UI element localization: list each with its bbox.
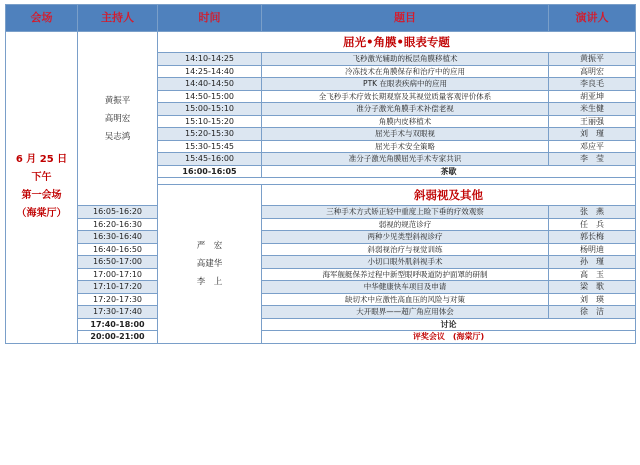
- topic-cell: 中华健康快车项目及申请: [262, 281, 549, 294]
- table-row: [6, 218, 636, 231]
- table-row: [6, 231, 636, 244]
- header-host: 主持人: [78, 5, 158, 32]
- time-cell: 16:50-17:00: [78, 256, 158, 269]
- discussion-label: 讨论: [262, 318, 636, 331]
- schedule-table-wrapper: [5, 4, 635, 344]
- speaker-cell: 米生健: [549, 103, 636, 116]
- header-topic: 题目: [262, 5, 549, 32]
- table-row: [6, 243, 636, 256]
- host-name: 黄振平: [104, 95, 131, 106]
- host-name: 李 上: [196, 276, 223, 287]
- schedule-body: [6, 32, 636, 344]
- speaker-cell: 高 玉: [549, 268, 636, 281]
- speaker-cell: 郭长梅: [549, 231, 636, 244]
- section2-hosts: [158, 185, 262, 344]
- discussion-row: [6, 318, 636, 331]
- table-row: [6, 206, 636, 219]
- topic-cell: 弱视的规范诊疗: [262, 218, 549, 231]
- time-cell: 16:20-16:30: [78, 218, 158, 231]
- speaker-cell: 李良毛: [549, 78, 636, 91]
- topic-cell: 三种手术方式矫正轻中重度上睑下垂的疗效观察: [262, 206, 549, 219]
- time-cell: 14:25-14:40: [158, 65, 262, 78]
- topic-cell: 海军舰艇保养过程中新型眼呼吸道防护面罩的研制: [262, 268, 549, 281]
- speaker-cell: 黄振平: [549, 53, 636, 66]
- speaker-cell: 张 燕: [549, 206, 636, 219]
- venue-room: （海棠厅）: [16, 208, 67, 220]
- speaker-cell: 杨明迪: [549, 243, 636, 256]
- venue-hall: 第一会场: [21, 190, 62, 202]
- topic-cell: 大开眼界——超广角应用体会: [262, 306, 549, 319]
- time-cell: 16:30-16:40: [78, 231, 158, 244]
- speaker-cell: 徐 洁: [549, 306, 636, 319]
- time-cell: 17:00-17:10: [78, 268, 158, 281]
- speaker-cell: 刘 瑾: [549, 128, 636, 141]
- meeting-label: 评奖会议 (海棠厅): [262, 331, 636, 344]
- speaker-cell: 邓应平: [549, 140, 636, 153]
- topic-cell: 屈光手术安全策略: [262, 140, 549, 153]
- topic-cell: PTK 在眼表疾病中的应用: [262, 78, 549, 91]
- time-cell: 15:10-15:20: [158, 115, 262, 128]
- spacer-cell: [158, 178, 636, 185]
- topic-cell: 缺切术中应激性高血压的风险与对策: [262, 293, 549, 306]
- table-row: [6, 281, 636, 294]
- break-label: 茶歇: [262, 165, 636, 178]
- venue-period: 下午: [31, 172, 52, 184]
- schedule-table: [5, 4, 636, 344]
- header-speaker: 演讲人: [549, 5, 636, 32]
- speaker-cell: 孙 瑾: [549, 256, 636, 269]
- section2-title: 斜弱视及其他: [262, 185, 636, 206]
- time-cell: 14:40-14:50: [158, 78, 262, 91]
- topic-cell: 小切口眼外肌斜视手术: [262, 256, 549, 269]
- time-cell: 17:10-17:20: [78, 281, 158, 294]
- time-cell: 16:05-16:20: [78, 206, 158, 219]
- speaker-cell: 梁 歌: [549, 281, 636, 294]
- break-time: 16:00-16:05: [158, 165, 262, 178]
- topic-cell: 全飞秒手术疗效长期观察及其视觉质量客观评价体系: [262, 90, 549, 103]
- host-name: 吴志鸿: [104, 131, 131, 142]
- venue-cell: [6, 32, 78, 344]
- time-cell: 17:30-17:40: [78, 306, 158, 319]
- topic-cell: 准分子激光角膜屈光手术专家共识: [262, 153, 549, 166]
- meeting-time: 20:00-21:00: [78, 331, 158, 344]
- time-cell: 17:20-17:30: [78, 293, 158, 306]
- time-cell: 14:50-15:00: [158, 90, 262, 103]
- topic-cell: 两种少见类型斜视诊疗: [262, 231, 549, 244]
- time-cell: 16:40-16:50: [78, 243, 158, 256]
- topic-cell: 斜弱视治疗与视觉训练: [262, 243, 549, 256]
- speaker-cell: 任 兵: [549, 218, 636, 231]
- speaker-cell: 李 莹: [549, 153, 636, 166]
- meeting-row: [6, 331, 636, 344]
- topic-cell: 屈光手术与双眼视: [262, 128, 549, 141]
- time-cell: 15:30-15:45: [158, 140, 262, 153]
- table-row: [6, 306, 636, 319]
- time-cell: 14:10-14:25: [158, 53, 262, 66]
- speaker-cell: 刘 瑛: [549, 293, 636, 306]
- table-row: [6, 293, 636, 306]
- header-time: 时间: [158, 5, 262, 32]
- header-row: [6, 5, 636, 32]
- speaker-cell: 高明宏: [549, 65, 636, 78]
- section1-hosts: [78, 32, 158, 206]
- host-name: 高明宏: [104, 113, 131, 124]
- time-cell: 15:45-16:00: [158, 153, 262, 166]
- header-venue: 会场: [6, 5, 78, 32]
- venue-date: 6 月 25 日: [15, 154, 68, 166]
- discussion-time: 17:40-18:00: [78, 318, 158, 331]
- time-cell: 15:00-15:10: [158, 103, 262, 116]
- host-name: 高建华: [196, 258, 223, 269]
- section1-title: 屈光•角膜•眼表专题: [158, 32, 636, 53]
- host-name: 严 宏: [196, 240, 223, 251]
- topic-cell: 准分子激光角膜手术补偿老视: [262, 103, 549, 116]
- table-row: [6, 256, 636, 269]
- table-row: [6, 268, 636, 281]
- topic-cell: 角膜内皮移植术: [262, 115, 549, 128]
- speaker-cell: 王丽强: [549, 115, 636, 128]
- topic-cell: 冷冻技术在角膜保存和治疗中的应用: [262, 65, 549, 78]
- speaker-cell: 胡亚坤: [549, 90, 636, 103]
- time-cell: 15:20-15:30: [158, 128, 262, 141]
- topic-cell: 飞秒激光辅助的板层角膜移植术: [262, 53, 549, 66]
